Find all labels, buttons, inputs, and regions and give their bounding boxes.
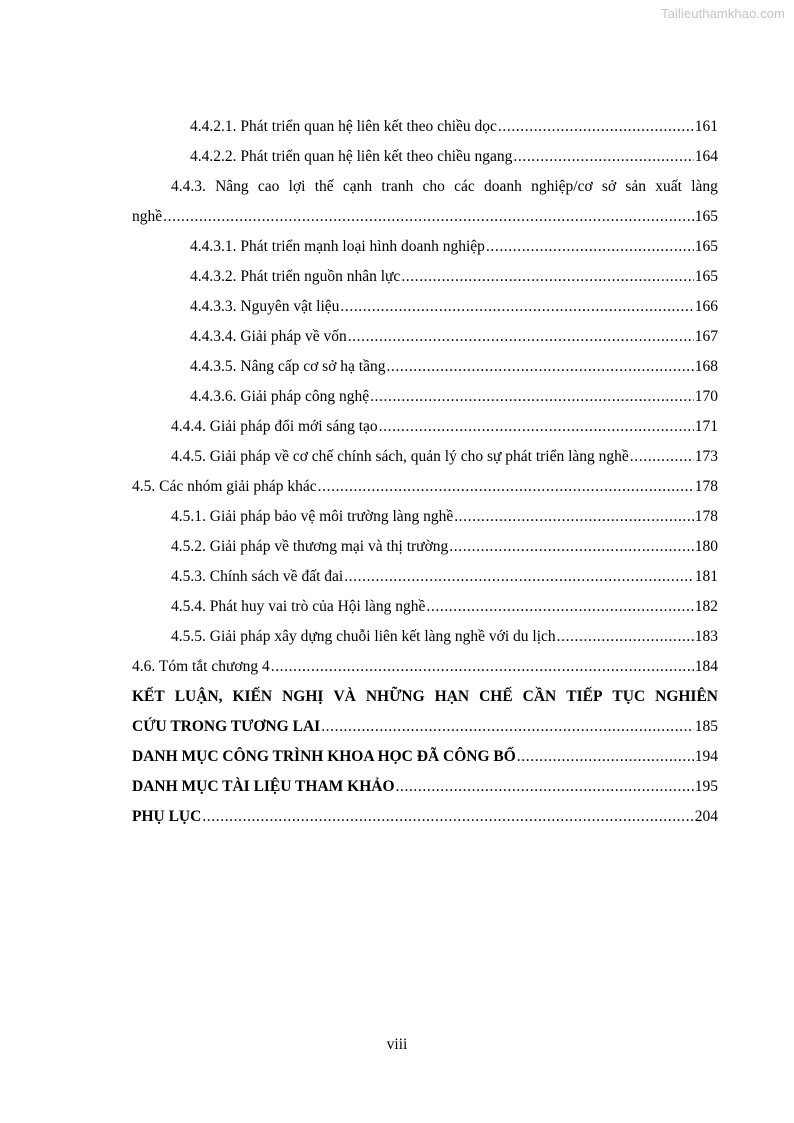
toc-entry-title: 4.4.2.2. Phát triển quan hệ liên kết theo chiều ngang — [190, 148, 513, 165]
toc-entry-title: 4.4.3.1. Phát triển mạnh loại hình doanh nghiệp — [190, 238, 485, 255]
toc-entry-title: 4.4.5. Giải pháp về cơ chế chính sách, quản lý cho sự phát triển làng nghề — [171, 448, 629, 465]
toc-entry-4-4-2-1[interactable] — [132, 112, 718, 142]
toc-entry-title: 4.5. Các nhóm giải pháp khác — [132, 478, 317, 495]
dot-leader — [401, 262, 693, 292]
toc-entry-page: 165 — [694, 268, 718, 285]
toc-entry-page: 168 — [694, 358, 718, 375]
dot-leader — [426, 592, 693, 622]
toc-entry-word: cao — [257, 178, 280, 195]
dot-leader — [386, 352, 693, 382]
toc-entry-title: 4.5.5. Giải pháp xây dựng chuỗi liên kết làng nghề với du lịch — [171, 628, 556, 645]
toc-entry-title-line1 — [132, 172, 718, 202]
toc-entry-title: PHỤ LỤC — [132, 808, 202, 825]
toc-entry-page: 171 — [694, 418, 718, 435]
toc-entry-4-4-3-3[interactable] — [132, 292, 718, 322]
toc-entry-word: 4.4.3. — [171, 178, 206, 195]
toc-entry-page: 181 — [694, 568, 718, 585]
dot-leader — [340, 292, 693, 322]
toc-entry-page: 165 — [694, 238, 718, 255]
dot-leader — [318, 472, 694, 502]
toc-entry-word: NGHIÊN — [655, 688, 718, 705]
toc-entry-title: DANH MỤC TÀI LIỆU THAM KHẢO — [132, 778, 395, 795]
toc-entry-4-4-5[interactable] — [132, 442, 718, 472]
toc-entry-4-4-3-6[interactable] — [132, 382, 718, 412]
page-number: viii — [386, 1036, 408, 1053]
toc-entry-title: 4.5.1. Giải pháp bảo vệ môi trường làng nghề — [171, 508, 454, 525]
toc-entry-word: Nâng — [215, 178, 249, 195]
dot-leader — [557, 622, 694, 652]
toc-entry-4-4-3-5[interactable] — [132, 352, 718, 382]
toc-entry-title: 4.5.3. Chính sách về đất đai — [171, 568, 344, 585]
toc-entry-word: cho — [422, 178, 445, 195]
toc-entry-word: TỤC — [612, 688, 646, 705]
toc-entry-word: CHẾ — [479, 688, 513, 705]
dot-leader — [498, 112, 694, 142]
toc-entry-word: TIẾP — [566, 688, 603, 705]
toc-entry-page: 166 — [694, 298, 718, 315]
toc-entry-4-5-1[interactable] — [132, 502, 718, 532]
toc-entry-appendix[interactable] — [132, 802, 718, 832]
toc-entry-page: 185 — [694, 718, 718, 735]
toc-entry-title: 4.4.3.3. Nguyên vật liệu — [190, 298, 340, 315]
dot-leader — [202, 802, 693, 832]
toc-entry-title: DANH MỤC CÔNG TRÌNH KHOA HỌC ĐÃ CÔNG BỐ — [132, 748, 516, 765]
toc-entry-references[interactable] — [132, 772, 718, 802]
toc-entry-title: 4.4.3.2. Phát triển nguồn nhân lực — [190, 268, 401, 285]
toc-entry-page: 165 — [694, 208, 718, 225]
dot-leader — [321, 712, 694, 742]
toc-entry-word: cạnh — [342, 178, 373, 195]
toc-entry-word: doanh — [483, 178, 522, 195]
toc-entry-page: 194 — [694, 748, 718, 765]
toc-entry-title: 4.4.2.1. Phát triển quan hệ liên kết theo chiều dọc — [190, 118, 497, 135]
toc-entry-page: 170 — [694, 388, 718, 405]
toc-entry-page: 173 — [694, 448, 718, 465]
dot-leader — [379, 412, 694, 442]
toc-entry-4-4-3-1[interactable] — [132, 232, 718, 262]
toc-entry-word: NHỮNG — [365, 688, 425, 705]
toc-entry-title-line2: CỨU TRONG TƯƠNG LAI — [132, 718, 321, 735]
toc-entry-word: tranh — [381, 178, 414, 195]
toc-entry-word: thế — [314, 178, 334, 195]
toc-entry-4-6[interactable] — [132, 652, 718, 682]
toc-entry-title: 4.6. Tóm tắt chương 4 — [132, 658, 270, 675]
toc-entry-word: CẦN — [522, 688, 557, 705]
toc-entry-word: sản — [625, 178, 647, 195]
toc-entry-page: 178 — [694, 508, 718, 525]
dot-leader — [517, 742, 694, 772]
toc-entry-word: lợi — [288, 178, 306, 195]
toc-entry-page: 184 — [694, 658, 718, 675]
toc-entry-page: 195 — [694, 778, 718, 795]
toc-entry-page: 183 — [694, 628, 718, 645]
toc-entry-4-5-2[interactable] — [132, 532, 718, 562]
toc-entry-4-5-5[interactable] — [132, 622, 718, 652]
toc-entry-word: các — [454, 178, 475, 195]
toc-entry-word: sở — [601, 178, 617, 195]
toc-entry-4-5[interactable] — [132, 472, 718, 502]
toc-entry-title: 4.4.3.4. Giải pháp về vốn — [190, 328, 347, 345]
toc-entry-page: 182 — [694, 598, 718, 615]
toc-entry-word: NGHỊ — [282, 688, 324, 705]
dot-leader — [396, 772, 694, 802]
toc-entry-page: 167 — [694, 328, 718, 345]
toc-entry-4-4-2-2[interactable] — [132, 142, 718, 172]
toc-entry-word: KẾT — [132, 688, 165, 705]
toc-entry-4-5-3[interactable] — [132, 562, 718, 592]
toc-entry-4-4-3[interactable] — [132, 172, 718, 232]
dot-leader — [271, 652, 694, 682]
dot-leader — [486, 232, 694, 262]
toc-entry-word: xuất — [655, 178, 682, 195]
toc-entry-title: 4.4.3.6. Giải pháp công nghệ — [190, 388, 370, 405]
toc-entry-title-line1 — [132, 682, 718, 712]
toc-entry-word: HẠN — [434, 688, 470, 705]
toc-entry-page: 164 — [694, 148, 718, 165]
toc-entry-title: 4.5.2. Giải pháp về thương mại và thị trường — [171, 538, 449, 555]
dot-leader — [513, 142, 693, 172]
toc-entry-conclusion[interactable] — [132, 682, 718, 742]
dot-leader — [344, 562, 694, 592]
toc-entry-4-4-4[interactable] — [132, 412, 718, 442]
toc-entry-publications[interactable] — [132, 742, 718, 772]
toc-entry-word: làng — [691, 178, 718, 195]
toc-entry-page: 178 — [694, 478, 718, 495]
toc-entry-4-5-4[interactable] — [132, 592, 718, 622]
dot-leader — [454, 502, 694, 532]
toc-entry-title: 4.4.4. Giải pháp đổi mới sáng tạo — [171, 418, 378, 435]
dot-leader — [163, 202, 694, 232]
toc-entry-word: VÀ — [333, 688, 356, 705]
toc-entry-word: nghiệp/cơ — [531, 178, 593, 195]
toc-entry-word: LUẬN, — [174, 688, 223, 705]
toc-entry-page: 161 — [694, 118, 718, 135]
toc-entry-page: 204 — [694, 808, 718, 825]
toc-entry-word: KIẾN — [232, 688, 273, 705]
dot-leader — [348, 322, 694, 352]
watermark: Tailieuthamkhao.com — [660, 6, 785, 21]
toc-entry-page: 180 — [694, 538, 718, 555]
dot-leader — [630, 442, 694, 472]
toc-entry-4-4-3-4[interactable] — [132, 322, 718, 352]
toc-entry-title-line2: nghề — [132, 208, 163, 225]
toc-entry-title: 4.5.4. Phát huy vai trò của Hội làng nghề — [171, 598, 426, 615]
dot-leader — [449, 532, 693, 562]
dot-leader — [370, 382, 694, 412]
table-of-contents — [132, 112, 718, 832]
toc-entry-4-4-3-2[interactable] — [132, 262, 718, 292]
toc-entry-title: 4.4.3.5. Nâng cấp cơ sở hạ tầng — [190, 358, 386, 375]
